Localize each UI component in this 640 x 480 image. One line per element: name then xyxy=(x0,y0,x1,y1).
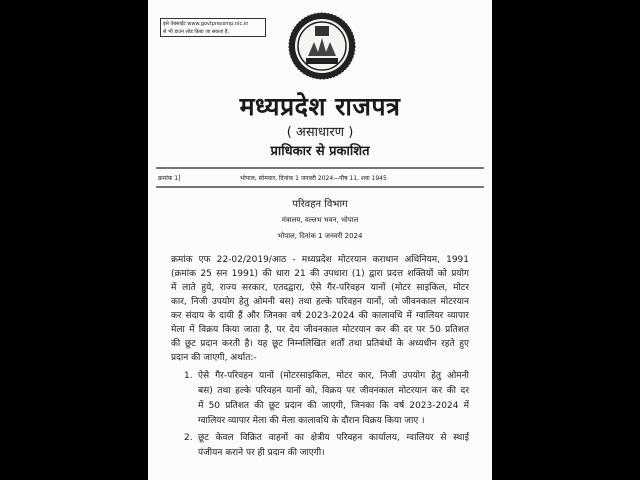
gazette-subtitle: ( असाधारण ) xyxy=(286,125,354,140)
paragraph-line: (क्रमांक 25 सन 1991) की धारा 21 की उपधारा (1) द्वारा प्रदत्त शक्तियों को प्रयोग xyxy=(171,269,469,279)
list-item-line: छूट केवल विक्रित वाहनों का क्षेत्रीय परिवहन कार्यालय, ग्वालियर से स्थाई xyxy=(198,433,469,443)
gazette-title: मध्यप्रदेश राजपत्र xyxy=(239,92,401,121)
list-item-line: में 50 प्रतिशत की छूट प्रदान की जाएगी, जिनका कि वर्ष 2023-2024 में xyxy=(198,401,469,411)
gazette-page xyxy=(148,0,492,480)
notice-line: से भी डाउन लोड किया जा सकता है. xyxy=(163,29,230,35)
list-item-line: बस) तथा हल्के परिवहन यानों को, विक्रय पर जीवनकाल मोटरयान कर की दर xyxy=(198,386,469,396)
department-name: परिवहन विभाग xyxy=(292,199,348,210)
mp-state-emblem-icon xyxy=(288,12,356,80)
issue-dateline: भोपाल, सोमवार, दिनांक 1 जनवरी 2024—पौष 11, शक 1945 xyxy=(240,175,387,182)
department-address: मंत्रालय, वल्लभ भवन, भोपाल xyxy=(281,216,359,224)
notice-line: इसे वेबसाईट www.govtpressmp.nic.in xyxy=(163,21,249,27)
paragraph-line: की छूट प्रदान करती है। यह छूट निम्नलिखित शर्तों तथा प्रतिबंधों के अध्यधीन रहते हुए xyxy=(171,339,469,349)
paragraph-line: कर संदाय के दायी हैं और जिनका वर्ष 2023-2024 की कालावधि में ग्वालियर व्यापार xyxy=(171,311,469,321)
notification-date: भोपाल, दिनांक 1 जनवरी 2024 xyxy=(277,232,363,240)
list-number: 1. xyxy=(184,371,193,381)
paragraph-line: में लाते हुये, राज्य सरकार, एतदद्वारा, ऐसे गैर-परिवहन यानों (मोटर साइकिल, मोटर xyxy=(171,283,469,293)
list-item-line: ग्वालियर व्यापार मेला की मेला कालावधि के दौरान विक्रय किया जाए । xyxy=(198,416,425,426)
paragraph-line: प्रदान की जाएगी, अर्थात:- xyxy=(171,353,257,363)
gazette-authority: प्राधिकार से प्रकाशित xyxy=(270,144,370,159)
paragraph-line: क्रमांक एफ 22-02/2019/आठ - मध्यप्रदेश मोटरयान कराधान अधिनियम, 1991 xyxy=(171,255,469,265)
issue-number: क्रमांक 1] xyxy=(158,175,181,182)
website-notice-box xyxy=(160,18,266,37)
header-rule-bottom xyxy=(156,186,484,188)
list-number: 2. xyxy=(184,433,193,443)
list-item-line: ऐसे गैर-परिवहन यानों (मोटरसाइकिल, मोटर कार, निजी उपयोग हेतु ओमनी xyxy=(198,371,469,381)
list-item-line: पंजीयन कराने पर ही प्रदान की जाएगी। xyxy=(198,448,325,458)
paragraph-line: कार, निजी उपयोग हेतु ओमनी बस) तथा हल्के परिवहन यानों, जो जीवनकाल मोटरयान xyxy=(171,297,469,307)
header-rule-top xyxy=(156,167,484,169)
paragraph-line: मेला में विक्रय किया जाता है, पर देय जीवनकाल मोटरयान कर की दर पर 50 प्रतिशत xyxy=(171,325,469,335)
